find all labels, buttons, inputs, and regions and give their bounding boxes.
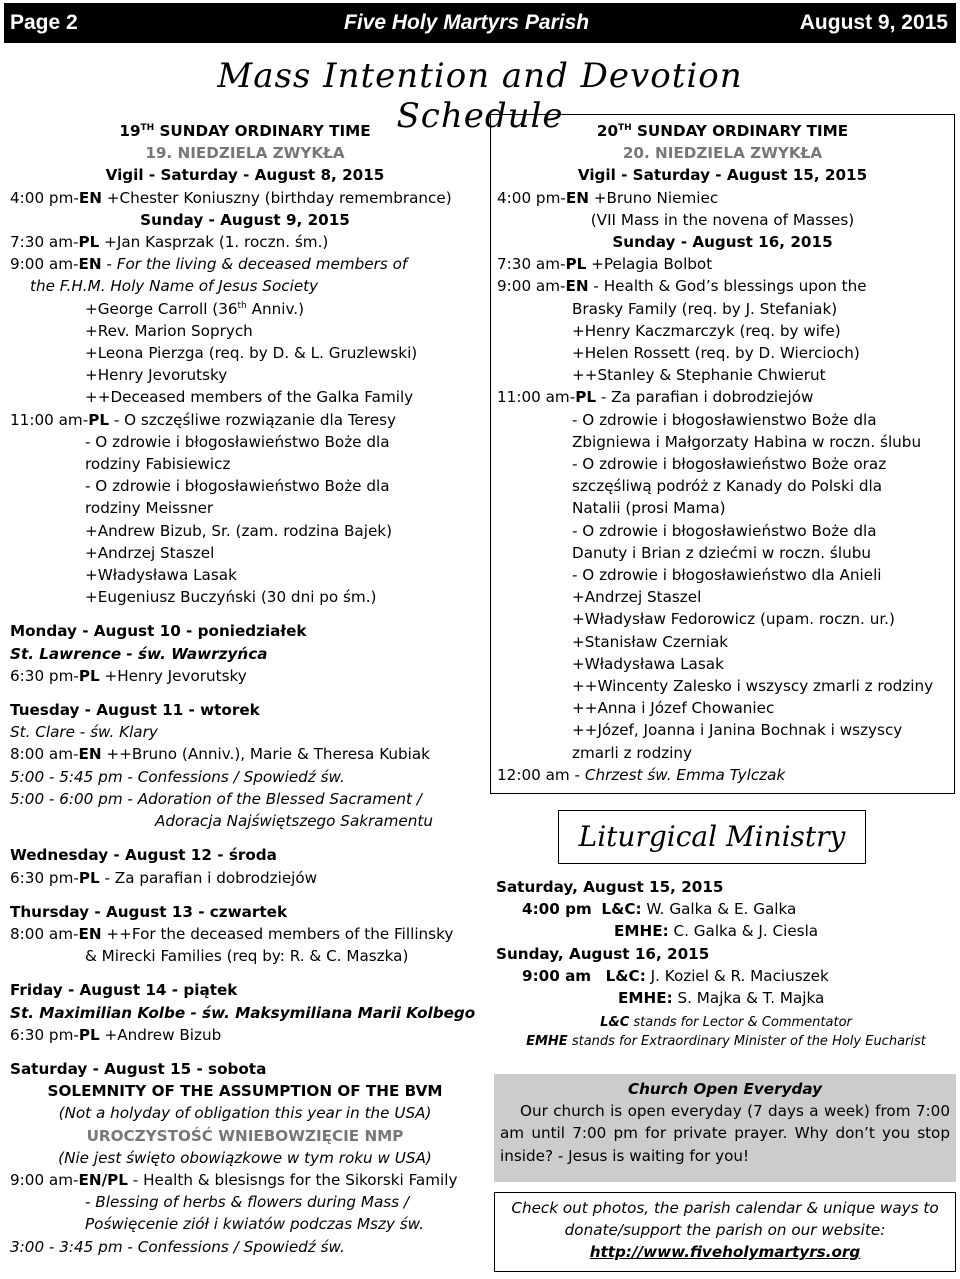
mass-entry: 6:30 pm-PL +Henry Jevorutsky	[10, 666, 247, 685]
intention-item: zmarli z rodziny	[572, 743, 693, 762]
intention-item: ++Wincenty Zalesko i wszyscy zmarli z rodziny	[572, 677, 934, 696]
intention-item: szczęśliwą podróż z Kanady do Polski dla	[572, 477, 883, 496]
tuesday-saint: St. Clare - św. Klary	[10, 723, 158, 742]
intention-item: +Andrzej Staszel	[572, 588, 702, 607]
church-open-box	[494, 1074, 956, 1182]
page-header	[4, 3, 956, 43]
mass-entry: 9:00 am-EN - Health & God’s blessings upon the	[497, 277, 867, 296]
intention-item: - O zdrowie i błogosławieństwo Boże dla	[85, 477, 390, 496]
intention-item: - O zdrowie i błogosławieństwo Boże oraz	[572, 455, 887, 474]
page-number: Page 2	[10, 11, 78, 34]
parish-name: Five Holy Martyrs Parish	[344, 11, 590, 34]
monday-heading: Monday - August 10 - poniedziałek	[10, 622, 307, 641]
confession-time: 3:00 - 3:45 pm - Confessions / Spowiedź św.	[10, 1237, 345, 1256]
mass-entry: 12:00 am - Chrzest św. Emma Tylczak	[497, 765, 786, 784]
intention-item: - O zdrowie i błogosławieństwo Boże dla	[85, 432, 390, 451]
intention-item: +Władysław Fedorowicz (upam. roczn. ur.)	[572, 610, 895, 629]
friday-saint: St. Maximilian Kolbe - św. Maksymiliana Marii Kolbego	[10, 1003, 476, 1022]
intention-item: +Władysława Lasak	[572, 654, 724, 673]
intention-item: Brasky Family (req. by J. Stefaniak)	[572, 299, 838, 318]
left-column	[10, 120, 480, 1258]
issue-date: August 9, 2015	[799, 11, 948, 34]
lc-note: L&C stands for Lector & Commentator	[600, 1015, 852, 1031]
confession-time: 5:00 - 5:45 pm - Confessions / Spowiedź św.	[10, 767, 345, 786]
mass-entry-cont: the F.H.M. Holy Name of Jesus Society	[30, 277, 319, 296]
intention-item: +Leona Pierzga (req. by D. & L. Gruzlewski)	[85, 344, 418, 363]
intention-item: +George Carroll (36th Anniv.)	[85, 299, 305, 318]
vigil-heading: Vigil - Saturday - August 15, 2015	[577, 166, 868, 185]
niedziela-heading: 20. NIEDZIELA ZWYKŁA	[622, 144, 823, 163]
mass-entry: 9:00 am-EN/PL - Health & blesisngs for the Sikorski Family	[10, 1170, 458, 1189]
church-open-title: Church Open Everyday	[627, 1080, 823, 1098]
intention-item: +Henry Jevorutsky	[85, 366, 228, 385]
intention-item: +Eugeniusz Buczyński (30 dni po śm.)	[85, 588, 377, 607]
liturgical-ministry-title: Liturgical Ministry	[558, 810, 866, 864]
intention-item: rodziny Fabisiewicz	[85, 455, 231, 474]
intention-item: ++Józef, Joanna i Janina Bochnak i wszyscy	[572, 721, 903, 740]
ministry-lc: 4:00 pm L&C: W. Galka & E. Galka	[522, 900, 797, 919]
emhe-note: EMHE stands for Extraordinary Minister of the Holy Eucharist	[526, 1034, 926, 1050]
saturday-heading: Saturday - August 15 - sobota	[10, 1059, 267, 1078]
adoration-time: 5:00 - 6:00 pm - Adoration of the Blessed Sacrament /	[10, 789, 422, 808]
mass-entry-cont: & Mirecki Families (req by: R. & C. Maszka)	[85, 947, 409, 966]
mass-entry: 11:00 am-PL - O szczęśliwe rozwiązanie dla Teresy	[10, 410, 397, 429]
intention-item: +Henry Kaczmarczyk (req. by wife)	[572, 321, 841, 340]
mass-entry: 7:30 am-PL +Pelagia Bolbot	[497, 255, 713, 274]
intention-item: - O zdrowie i błogosławieństwo Boże dla	[572, 521, 877, 540]
vigil-heading: Vigil - Saturday - August 8, 2015	[105, 166, 385, 185]
monday-saint: St. Lawrence - św. Wawrzyńca	[10, 644, 268, 663]
intention-item: +Andrzej Staszel	[85, 543, 215, 562]
intention-item: ++Anna i Józef Chowaniec	[572, 699, 775, 718]
sunday-date-heading: Sunday - August 16, 2015	[612, 233, 833, 252]
intention-item: Danuty i Brian z dziećmi w roczn. ślubu	[572, 543, 871, 562]
next-sunday-box	[490, 114, 955, 794]
page-title: Mass Intention and Devotion Schedule	[217, 56, 743, 136]
ministry-emhe: EMHE: C. Galka & J. Ciesla	[614, 922, 819, 941]
website-box	[494, 1192, 956, 1272]
blessing-note: - Blessing of herbs & flowers during Mass /	[85, 1193, 410, 1212]
intention-item: +Rev. Marion Soprych	[85, 321, 253, 340]
intention-item: +Stanisław Czerniak	[572, 632, 729, 651]
website-link[interactable]: http://www.fiveholymartyrs.org	[589, 1243, 861, 1262]
intention-item: rodziny Meissner	[85, 499, 214, 518]
mass-entry: 11:00 am-PL - Za parafian i dobrodziejów	[497, 388, 814, 407]
intention-item: Natalii (prosi Mama)	[572, 499, 726, 518]
intention-item: - O zdrowie i błogosławieństwo dla Anieli	[572, 566, 882, 585]
website-text: Check out photos, the parish calendar & unique ways to donate/support the parish on our website:	[511, 1199, 939, 1240]
intention-item: +Andrew Bizub, Sr. (zam. rodzina Bajek)	[85, 521, 393, 540]
novena-note: (VII Mass in the novena of Masses)	[590, 210, 855, 229]
intention-item: ++Deceased members of the Galka Family	[85, 388, 414, 407]
liturgical-ministry-schedule	[496, 876, 956, 1051]
mass-entry: 7:30 am-PL +Jan Kasprzak (1. roczn. śm.)	[10, 233, 329, 252]
wednesday-heading: Wednesday - August 12 - środa	[10, 846, 277, 865]
intention-item: Zbigniewa i Małgorzaty Habina w roczn. ślubu	[572, 432, 922, 451]
ministry-date: Saturday, August 15, 2015	[496, 878, 724, 896]
uroczystosc-heading: UROCZYSTOŚĆ WNIEBOWZIĘCIE NMP	[86, 1126, 404, 1145]
ministry-emhe: EMHE: S. Majka & T. Majka	[618, 989, 825, 1008]
mass-entry: 8:00 am-EN ++For the deceased members of the Fillinsky	[10, 924, 454, 943]
intention-item: ++Stanley & Stephanie Chwierut	[572, 366, 826, 385]
mass-entry: 6:30 pm-PL +Andrew Bizub	[10, 1025, 222, 1044]
intention-item: - O zdrowie i błogosławienstwo Boże dla	[572, 410, 877, 429]
friday-heading: Friday - August 14 - piątek	[10, 981, 238, 1000]
thursday-heading: Thursday - August 13 - czwartek	[10, 902, 288, 921]
intention-item: +Helen Rossett (req. by D. Wiercioch)	[572, 344, 860, 363]
sunday-heading: 19TH SUNDAY ORDINARY TIME	[119, 122, 371, 140]
mass-entry: 9:00 am-EN - For the living & deceased members of	[10, 255, 408, 274]
church-open-text: Our church is open everyday (7 days a week) from 7:00 am until 7:00 pm for private prayer. Why don’t you stop inside? - Jesus is waiting for you!	[500, 1102, 950, 1165]
solemnity-heading: SOLEMNITY OF THE ASSUMPTION OF THE BVM	[47, 1082, 443, 1101]
mass-entry: 4:00 pm-EN +Chester Koniuszny (birthday remembrance)	[10, 188, 452, 207]
blessing-note-pl: Poświęcenie ziół i kwiatów podczas Mszy św.	[85, 1215, 424, 1234]
intention-item: +Władysława Lasak	[85, 566, 237, 585]
niedziela-heading: 19. NIEDZIELA ZWYKŁA	[145, 144, 345, 163]
holyday-note-pl: (Nie jest święto obowiązkowe w tym roku w USA)	[58, 1148, 432, 1167]
mass-entry: 4:00 pm-EN +Bruno Niemiec	[497, 188, 719, 207]
holyday-note: (Not a holyday of obligation this year in the USA)	[58, 1104, 432, 1123]
tuesday-heading: Tuesday - August 11 - wtorek	[10, 701, 260, 720]
adoration-time-cont: Adoracja Najświętszego Sakramentu	[155, 812, 433, 831]
ministry-lc: 9:00 am L&C: J. Koziel & R. Maciuszek	[522, 966, 829, 985]
sunday-date-heading: Sunday - August 9, 2015	[140, 210, 350, 229]
ministry-date: Sunday, August 16, 2015	[496, 944, 710, 963]
mass-entry: 8:00 am-EN ++Bruno (Anniv.), Marie & Theresa Kubiak	[10, 745, 430, 764]
sunday-heading: 20TH SUNDAY ORDINARY TIME	[596, 122, 849, 140]
mass-entry: 6:30 pm-PL - Za parafian i dobrodziejów	[10, 868, 318, 887]
